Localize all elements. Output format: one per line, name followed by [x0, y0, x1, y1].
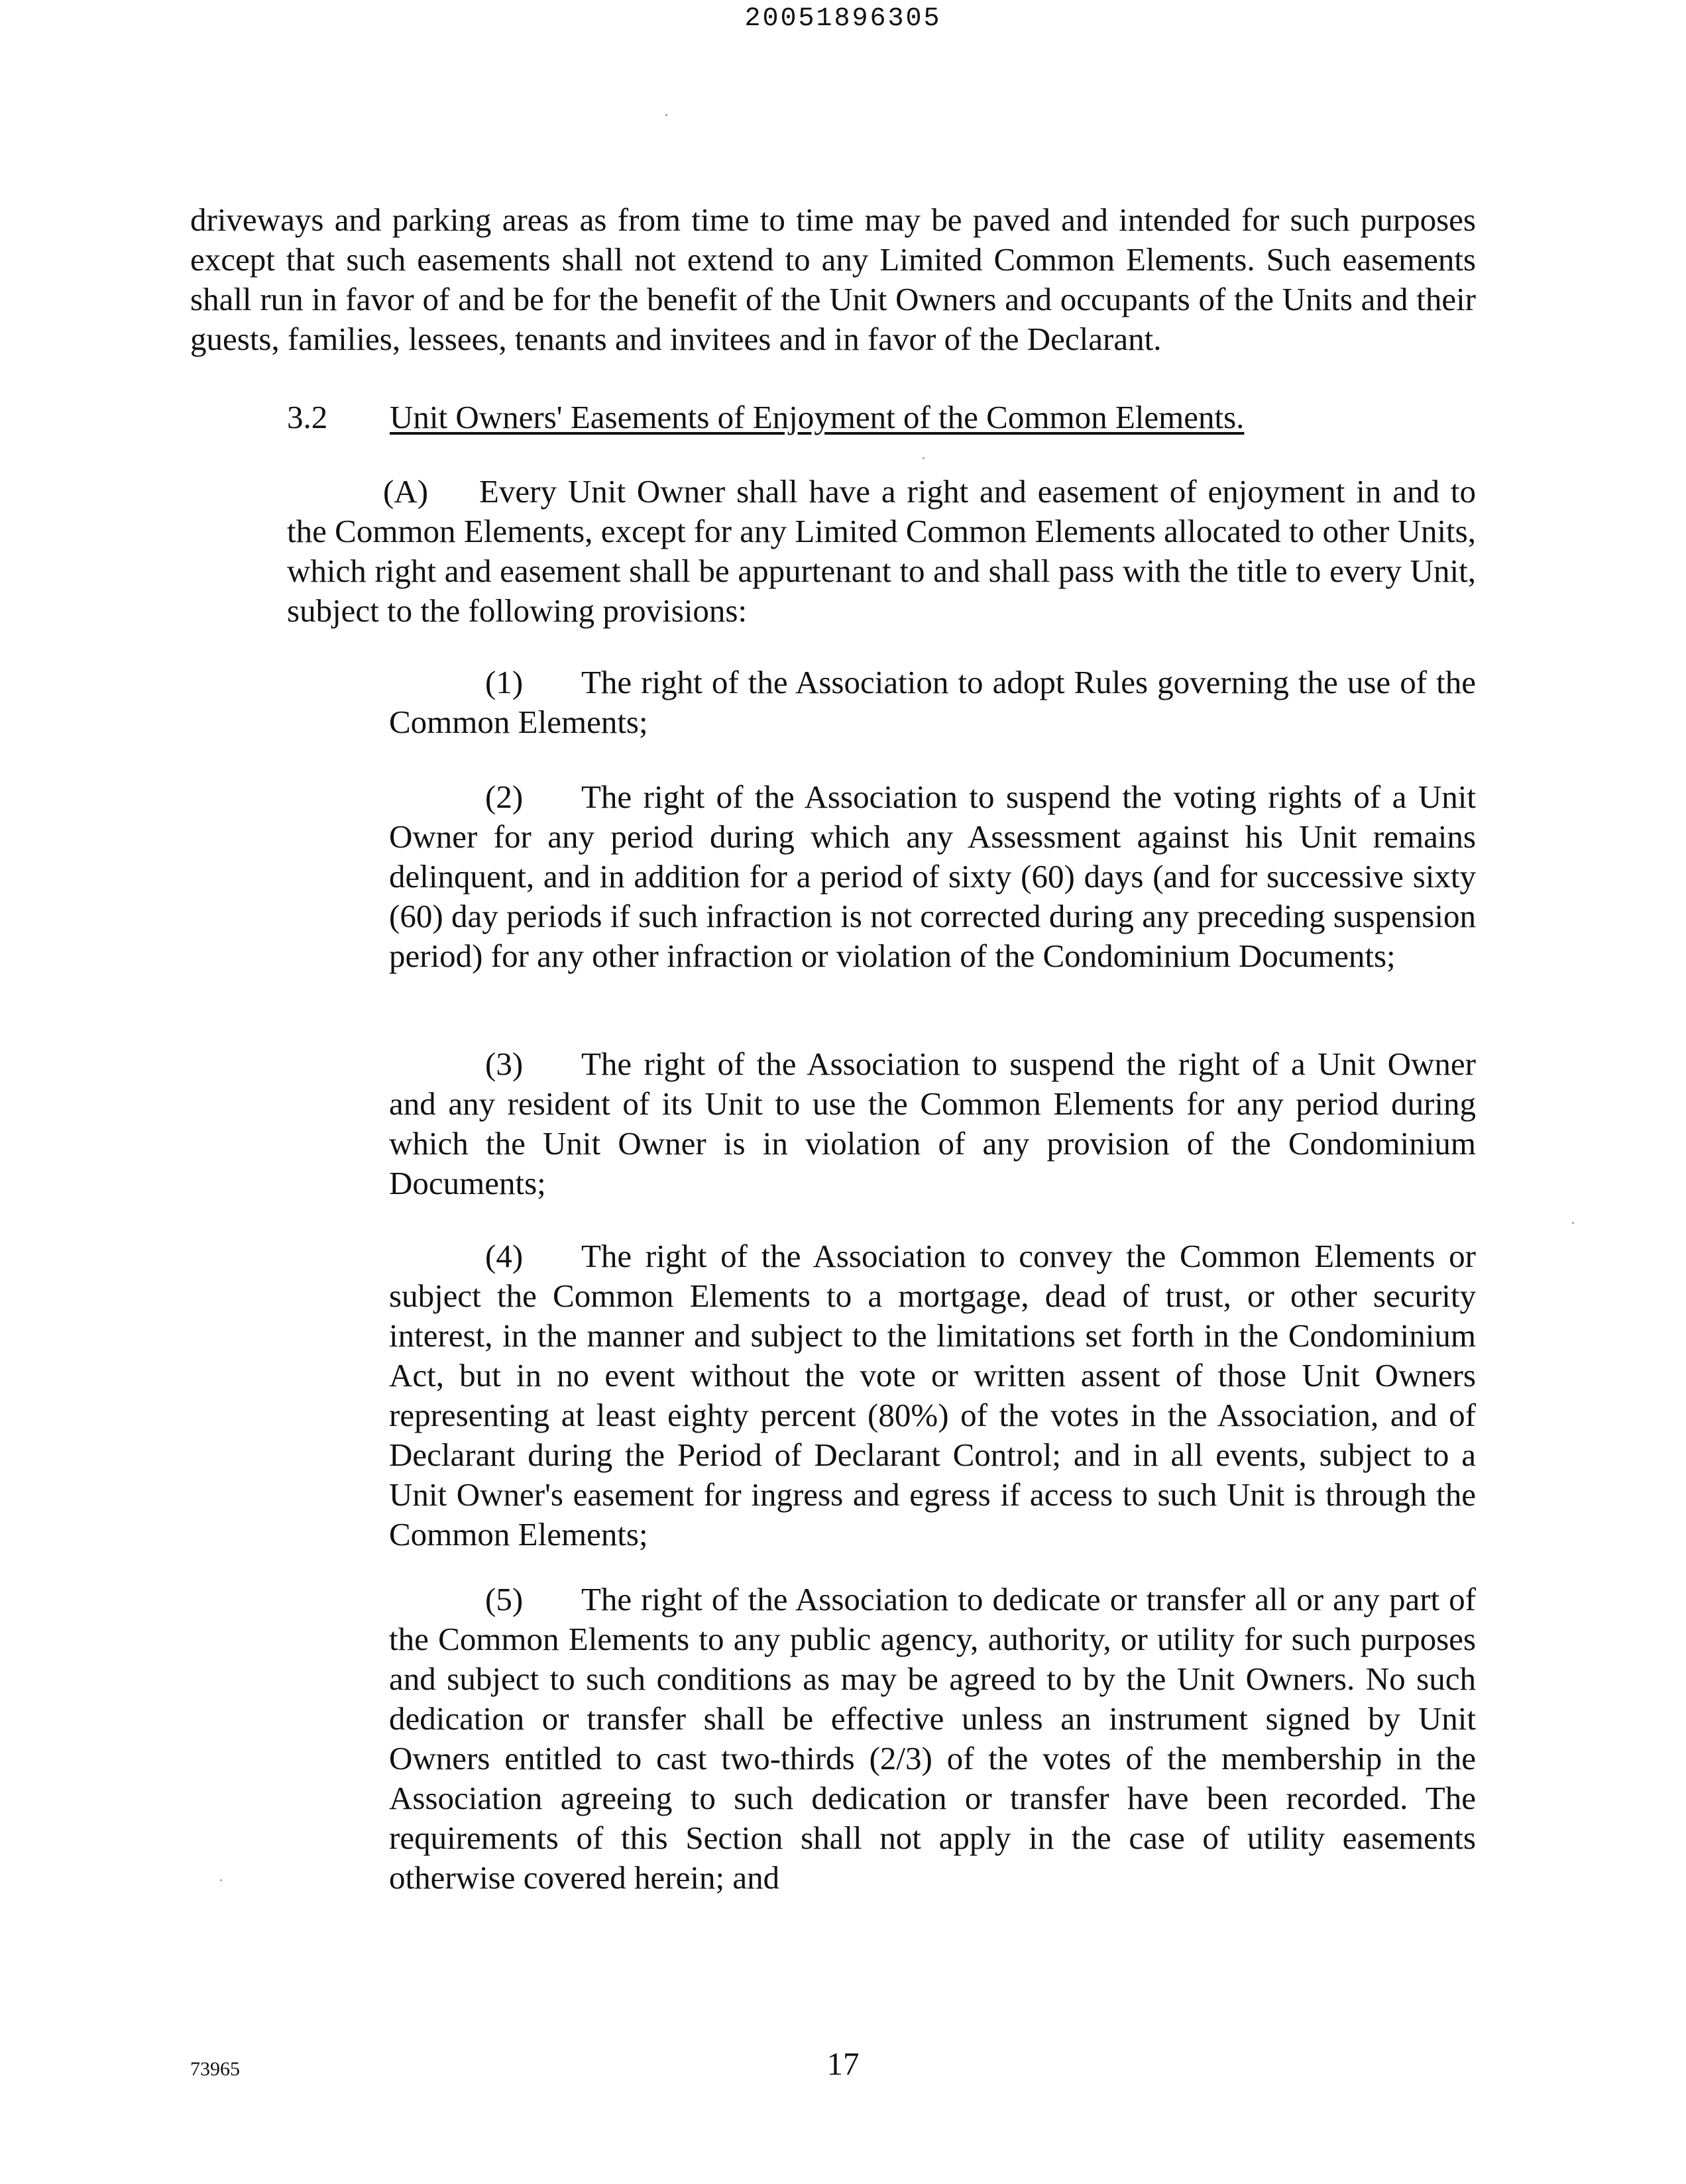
scan-speck — [923, 457, 925, 459]
item-text: The right of the Association to suspend the voting rights of a Unit Owner for any period during which any Assessment against his Unit remains delinquent, and in addition for a period of sixty (60) days (and for successive sixty (60) day periods if such infraction is not corrected during any preceding suspension period) for any other infraction or violation of the Condominium Documents; — [389, 779, 1476, 974]
item-text: The right of the Association to convey the Common Elements or subject the Common Elements to a mortgage, dead of trust, or other security interest, in the manner and subject to the limitations set forth in the Condominium Act, but in no event without the vote or written assent of those Unit Owners representing at least eighty percent (80%) of the votes in the Association, and of Declarant during the Period of Declarant Control; and in all events, subject to a Unit Owner's easement for ingress and egress if access to such Unit is through the Common Elements; — [389, 1238, 1476, 1553]
section-heading — [287, 398, 1244, 437]
intro-text: driveways and parking areas as from time to time may be paved and intended for such purposes except that such easements shall not extend to any Limited Common Elements. Such easements shall run in favor of and be for the benefit of the Unit Owners and occupants of the Units and their guests, families, lessees, tenants and invitees and in favor of the Declarant. — [190, 201, 1476, 357]
subsection-a-text: Every Unit Owner shall have a right and easement of enjoyment in and to the Common Elements, except for any Limited Common Elements allocated to other Units, which right and easement shall be appurtenant to and shall pass with the title to every Unit, subject to the following provisions: — [287, 473, 1476, 629]
item-label: (1) — [485, 664, 524, 700]
section-title: Unit Owners' Easements of Enjoyment of the Common Elements. — [390, 399, 1245, 435]
list-item — [389, 777, 1476, 976]
item-text: The right of the Association to adopt Rules governing the use of the Common Elements; — [389, 664, 1476, 740]
item-label: (3) — [485, 1046, 524, 1082]
item-text: The right of the Association to suspend the right of a Unit Owner and any resident of its Unit to use the Common Elements for any period during which the Unit Owner is in violation of any provision of the Condominium Documents; — [389, 1046, 1476, 1201]
subsection-a-label: (A) — [383, 473, 429, 510]
list-item — [389, 1044, 1476, 1203]
page-number: 17 — [826, 2046, 860, 2082]
item-label: (4) — [485, 1238, 524, 1274]
scan-speck — [665, 114, 667, 116]
list-item — [389, 1236, 1476, 1555]
list-item — [389, 663, 1476, 742]
list-item — [389, 1580, 1476, 1898]
footer-doc-id: 73965 — [190, 2058, 240, 2080]
recording-number: 20051896305 — [744, 4, 942, 34]
subsection-a — [287, 472, 1476, 631]
scan-speck — [1572, 1222, 1574, 1224]
item-label: (2) — [485, 779, 524, 815]
item-label: (5) — [485, 1581, 524, 1617]
scan-speck — [220, 1879, 222, 1881]
item-text: The right of the Association to dedicate or transfer all or any part of the Common Elements to any public agency, authority, or utility for such purposes and subject to such conditions as may be agreed to by the Unit Owners. No such dedication or transfer shall be effective unless an instrument signed by Unit Owners entitled to cast two-thirds (2/3) of the votes of the membership in the Association agreeing to such dedication or transfer have been recorded. The requirements of this Section shall not apply in the case of utility easements otherwise covered herein; and — [389, 1581, 1476, 1896]
intro-paragraph — [190, 200, 1476, 359]
section-number: 3.2 — [287, 399, 328, 435]
